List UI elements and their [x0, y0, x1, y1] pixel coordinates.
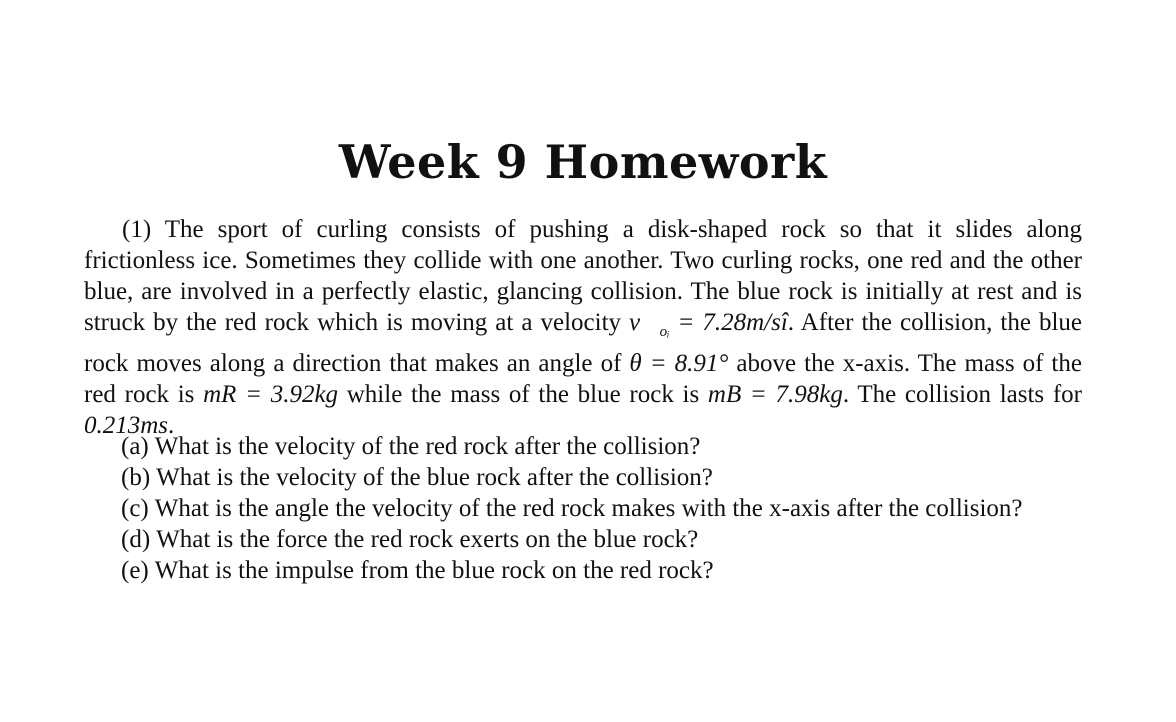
mass-blue: mB = 7.98kg	[707, 381, 843, 408]
part-text: What is the impulse from the blue rock on the red rock?	[154, 557, 714, 584]
question-part-c	[121, 493, 1091, 524]
part-text: What is the velocity of the blue rock after the collision?	[156, 464, 713, 491]
part-text: What is the angle the velocity of the red rock makes with the x-axis after the collision?	[154, 495, 1023, 522]
page-title: Week 9 Homework	[338, 135, 828, 189]
question-part-e	[121, 555, 1091, 586]
problem-statement	[84, 214, 1082, 441]
collision-duration: 0.213ms	[84, 412, 169, 439]
question-part-a	[121, 431, 1091, 462]
problem-text-6: .	[168, 412, 175, 439]
part-label: (c)	[121, 495, 149, 522]
question-part-b	[121, 462, 1091, 493]
velocity-subscript: oᵢ	[659, 324, 670, 340]
mass-red: mR = 3.92kg	[203, 381, 339, 408]
part-text: What is the force the red rock exerts on the blue rock?	[156, 526, 699, 553]
question-parts	[121, 431, 1091, 586]
problem-number: (1)	[122, 216, 152, 243]
problem-text-2: . After the collision, the blue rock moves along a direction that makes an angle of	[84, 309, 1082, 377]
part-label: (b)	[121, 464, 151, 491]
problem-text-5: . The collision lasts for	[842, 381, 1082, 408]
velocity-symbol: v⃗	[629, 309, 660, 336]
part-text: What is the velocity of the red rock after the collision?	[154, 433, 701, 460]
question-part-d	[121, 524, 1091, 555]
velocity-value: = 7.28m/sî	[669, 309, 788, 336]
part-label: (e)	[121, 557, 149, 584]
problem-text-1: The sport of curling consists of pushing a disk-shaped rock so that it slides along frictionless ice. Sometimes they collide with one another. Two curling rocks, one red and the other blue, are involved in a perfectly elastic, glancing collision. The blue rock is initially at rest and is struck by the red rock which is moving at a velocity	[84, 216, 1082, 336]
part-label: (a)	[121, 433, 149, 460]
angle-expression: θ = 8.91°	[629, 350, 729, 377]
problem-text-4: while the mass of the blue rock is	[338, 381, 708, 408]
part-label: (d)	[121, 526, 151, 553]
problem-text-3: above the x-axis. The mass of the red rock is	[84, 350, 1082, 408]
